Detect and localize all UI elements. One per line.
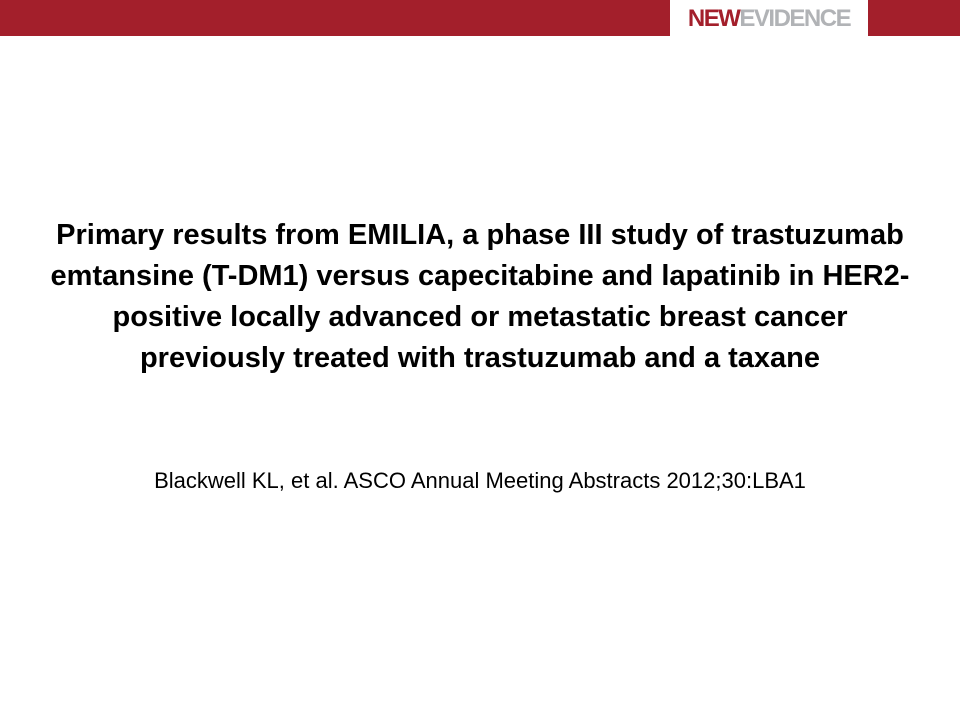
brand-logo	[670, 0, 868, 36]
brand-logo-part1: NEW	[687, 5, 740, 32]
slide-title: Primary results from EMILIA, a phase III study of trastuzumab emtansine (T-DM1) versus capecitabine and lapatinib in HER2-positive locally advanced or metastatic breast cancer previously treated with trastuzumab and a taxane	[50, 219, 910, 374]
header-bar-left-segment	[0, 0, 670, 36]
header-bar	[0, 0, 960, 36]
header-bar-right-segment	[868, 0, 960, 36]
brand-logo-part2: EVIDENCE	[739, 5, 851, 32]
brand-logo-text	[688, 7, 850, 31]
slide-citation: Blackwell KL, et al. ASCO Annual Meeting Abstracts 2012;30:LBA1	[154, 468, 806, 493]
